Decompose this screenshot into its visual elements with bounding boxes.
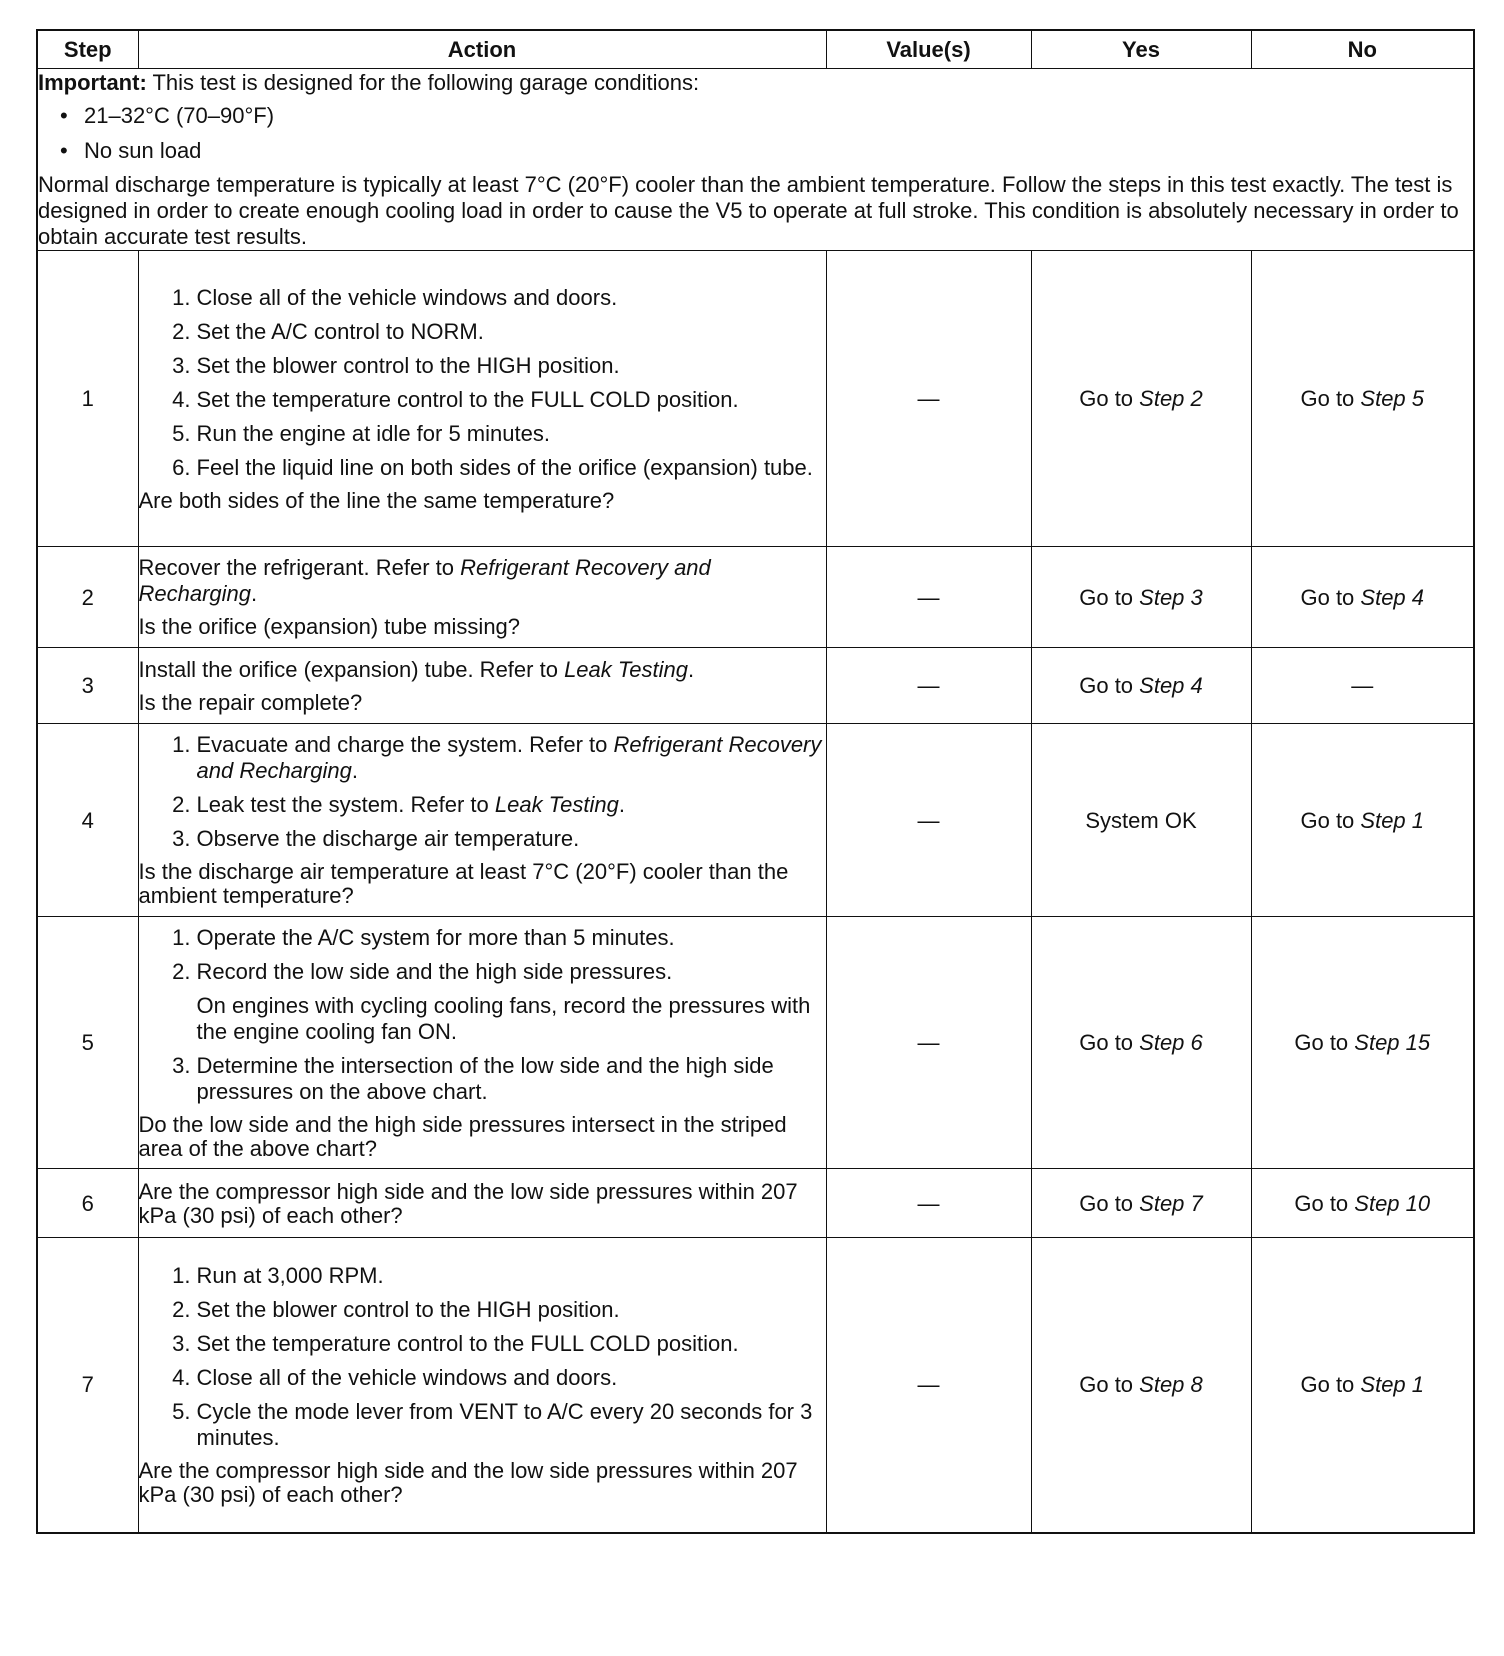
header-step: Step	[37, 30, 138, 69]
table-row	[37, 917, 1474, 1169]
item-number: 1.	[172, 732, 191, 757]
action-item	[139, 1365, 826, 1391]
action-cell	[138, 917, 826, 1169]
item-number: 2.	[172, 1296, 191, 1322]
question-text: Are the compressor high side and the low side pressures within 207 kPa (30 psi) of each other?	[138, 1179, 798, 1228]
important-label: Important:	[38, 70, 147, 95]
table-row	[37, 1238, 1474, 1533]
action-item	[139, 455, 826, 481]
question-text: Is the discharge air temperature at least 7°C (20°F) cooler than the ambient temperature?	[138, 859, 789, 908]
table-row	[37, 547, 1474, 648]
item-number: 5.	[172, 1398, 191, 1424]
important-intro-text: This test is designed for the following garage conditions:	[146, 70, 700, 95]
yes-cell	[1031, 251, 1251, 547]
item-text: Set the A/C control to NORM.	[196, 318, 484, 344]
value-cell: —	[826, 917, 1031, 1169]
table-row	[37, 251, 1474, 547]
item-text: Record the low side and the high side pressures.	[196, 958, 673, 984]
header-no: No	[1251, 30, 1474, 69]
header-values: Value(s)	[826, 30, 1031, 69]
item-text: Determine the intersection of the low side and the high side pressures on the above chart.	[196, 1052, 774, 1104]
condition-item	[38, 137, 1473, 164]
important-row	[37, 69, 1474, 251]
action-item	[139, 1297, 826, 1323]
no-cell: —	[1251, 648, 1474, 724]
action-suffix: .	[688, 656, 695, 682]
action-list	[139, 285, 826, 481]
action-cell	[138, 547, 826, 648]
action-item	[139, 826, 826, 852]
no-step-link[interactable]: Step 5	[1360, 386, 1425, 411]
action-item	[139, 285, 826, 311]
yes-prefix: Go to	[1079, 1030, 1140, 1055]
item-text: Set the blower control to the HIGH position.	[196, 352, 620, 378]
action-item	[139, 319, 826, 345]
yes-prefix: Go to	[1079, 386, 1140, 411]
item-text: Run the engine at idle for 5 minutes.	[196, 420, 550, 446]
no-prefix: Go to	[1300, 386, 1361, 411]
item-number: 2.	[172, 958, 191, 984]
value-cell: —	[826, 1238, 1031, 1533]
item-text: Observe the discharge air temperature.	[196, 826, 580, 851]
table-row	[37, 724, 1474, 917]
yes-prefix: Go to	[1079, 584, 1140, 610]
action-text: Install the orifice (expansion) tube. Refer to	[138, 656, 565, 682]
yes-cell	[1031, 1238, 1251, 1533]
yes-prefix: Go to	[1079, 673, 1140, 698]
no-step-link[interactable]: Step 1	[1360, 807, 1425, 833]
yes-step-link[interactable]: Step 6	[1139, 1030, 1203, 1055]
yes-step-link[interactable]: Step 7	[1139, 1190, 1203, 1216]
item-number: 1.	[172, 284, 191, 310]
no-cell	[1251, 1169, 1474, 1238]
header-action: Action	[138, 30, 826, 69]
no-step-link[interactable]: Step 4	[1360, 584, 1425, 610]
yes-step-link[interactable]: Step 8	[1139, 1372, 1203, 1398]
no-prefix: Go to	[1294, 1190, 1355, 1216]
action-paragraph	[139, 657, 826, 683]
action-item	[139, 1331, 826, 1357]
item-text: Feel the liquid line on both sides of the orifice (expansion) tube.	[196, 454, 813, 480]
no-prefix: Go to	[1300, 1372, 1361, 1398]
bullet-icon: •	[60, 103, 68, 128]
action-list	[139, 732, 826, 852]
value-cell: —	[826, 547, 1031, 648]
item-number: 6.	[172, 454, 191, 480]
no-cell	[1251, 917, 1474, 1169]
action-item	[139, 353, 826, 379]
no-prefix: Go to	[1294, 1030, 1355, 1055]
important-note	[37, 69, 1474, 251]
item-text: Set the temperature control to the FULL COLD position.	[196, 386, 739, 412]
condition-item	[38, 102, 1473, 129]
item-number: 2.	[172, 792, 191, 817]
item-text: Operate the A/C system for more than 5 minutes.	[196, 924, 675, 950]
no-cell	[1251, 547, 1474, 648]
step-number: 1	[37, 251, 138, 547]
action-cell	[138, 251, 826, 547]
no-step-link[interactable]: Step 10	[1354, 1190, 1431, 1216]
diagnostic-table	[36, 29, 1475, 1534]
item-suffix: .	[618, 792, 625, 817]
question-text: Is the repair complete?	[138, 689, 363, 715]
yes-cell	[1031, 1169, 1251, 1238]
value-cell: —	[826, 1169, 1031, 1238]
item-number: 3.	[172, 1330, 191, 1356]
important-paragraph: Normal discharge temperature is typically at least 7°C (20°F) cooler than the ambient temperature. Follow the steps in this test exactly. The test is designed in order to create enough cooling load in order to cause the V5 to operate at full stroke. This condition is absolutely necessary in order to obtain accurate test results.	[38, 172, 1459, 249]
yes-step-link[interactable]: Step 4	[1139, 673, 1203, 698]
action-item	[139, 387, 826, 413]
important-intro	[38, 69, 1473, 96]
reference-link[interactable]: Refrigerant Recovery and Recharging	[138, 555, 711, 606]
action-item	[139, 1053, 826, 1105]
item-text: Close all of the vehicle windows and doors.	[196, 1364, 618, 1390]
no-prefix: Go to	[1300, 807, 1361, 833]
condition-text: 21–32°C (70–90°F)	[84, 103, 275, 128]
item-text: Set the temperature control to the FULL COLD position.	[196, 1330, 739, 1356]
item-text: Set the blower control to the HIGH position.	[196, 1296, 620, 1322]
action-cell	[138, 724, 826, 917]
action-cell	[138, 648, 826, 724]
header-row	[37, 30, 1474, 69]
item-text-main: Evacuate and charge the system. Refer to	[196, 732, 614, 757]
question-text: Do the low side and the high side pressures intersect in the striped area of the above chart?	[138, 1111, 787, 1161]
step-number: 2	[37, 547, 138, 648]
table-row	[37, 648, 1474, 724]
question-text: Is the orifice (expansion) tube missing?	[138, 614, 521, 639]
step-number: 4	[37, 724, 138, 917]
item-number: 3.	[172, 826, 191, 851]
item-text: Cycle the mode lever from VENT to A/C every 20 seconds for 3 minutes.	[196, 1398, 813, 1450]
value-cell: —	[826, 724, 1031, 917]
yes-cell	[1031, 648, 1251, 724]
item-number: 4.	[172, 1364, 191, 1390]
yes-cell	[1031, 917, 1251, 1169]
reference-link[interactable]: Refrigerant Recovery and Recharging	[196, 732, 822, 783]
yes-prefix: Go to	[1079, 1190, 1140, 1216]
step-number: 5	[37, 917, 138, 1169]
action-item	[139, 732, 826, 784]
action-text: Recover the refrigerant. Refer to	[138, 555, 461, 580]
question-text: Are the compressor high side and the low side pressures within 207 kPa (30 psi) of each other?	[138, 1457, 798, 1507]
action-suffix: .	[251, 581, 258, 606]
no-cell	[1251, 251, 1474, 547]
item-text: On engines with cycling cooling fans, record the pressures with the engine cooling fan ON.	[196, 992, 811, 1044]
action-item	[139, 421, 826, 447]
reference-link[interactable]: Leak Testing	[494, 792, 619, 817]
item-text-main: Leak test the system. Refer to	[196, 792, 495, 817]
item-number: 2.	[172, 318, 191, 344]
no-prefix: Go to	[1300, 584, 1361, 610]
question-text: Are both sides of the line the same temperature?	[138, 487, 615, 513]
item-text	[197, 792, 826, 818]
yes-prefix: Go to	[1079, 1372, 1140, 1398]
bullet-icon: •	[60, 138, 68, 163]
no-step-link[interactable]: Step 1	[1360, 1372, 1425, 1398]
action-list	[139, 1263, 826, 1451]
no-cell	[1251, 724, 1474, 917]
no-step-link[interactable]: Step 15	[1354, 1030, 1431, 1055]
action-item	[139, 959, 826, 985]
value-cell: —	[826, 251, 1031, 547]
conditions-list	[38, 102, 1473, 164]
item-number: 5.	[172, 420, 191, 446]
item-number: 1.	[172, 924, 191, 950]
item-text: Close all of the vehicle windows and doors.	[196, 284, 618, 310]
reference-link[interactable]: Leak Testing	[564, 656, 689, 682]
item-number: 3.	[172, 352, 191, 378]
action-cell	[138, 1169, 826, 1238]
action-item	[139, 1399, 826, 1451]
table-row	[37, 1169, 1474, 1238]
yes-step-link[interactable]: Step 3	[1139, 584, 1203, 610]
action-paragraph	[139, 555, 826, 607]
item-text: Run at 3,000 RPM.	[196, 1262, 384, 1288]
yes-step-link[interactable]: Step 2	[1139, 386, 1203, 411]
action-item	[139, 792, 826, 818]
action-item	[139, 993, 826, 1045]
action-cell	[138, 1238, 826, 1533]
condition-text: No sun load	[84, 138, 202, 163]
action-item	[139, 925, 826, 951]
step-number: 7	[37, 1238, 138, 1533]
item-text	[197, 732, 826, 784]
step-number: 3	[37, 648, 138, 724]
item-number: 4.	[172, 386, 191, 412]
yes-cell: System OK	[1031, 724, 1251, 917]
item-number	[139, 993, 197, 1045]
value-cell: —	[826, 648, 1031, 724]
action-item	[139, 1263, 826, 1289]
item-number: 3.	[172, 1052, 191, 1078]
item-number: 1.	[172, 1262, 191, 1288]
action-list	[139, 925, 826, 1105]
header-yes: Yes	[1031, 30, 1251, 69]
yes-cell	[1031, 547, 1251, 648]
no-cell	[1251, 1238, 1474, 1533]
step-number: 6	[37, 1169, 138, 1238]
item-suffix: .	[351, 758, 358, 783]
